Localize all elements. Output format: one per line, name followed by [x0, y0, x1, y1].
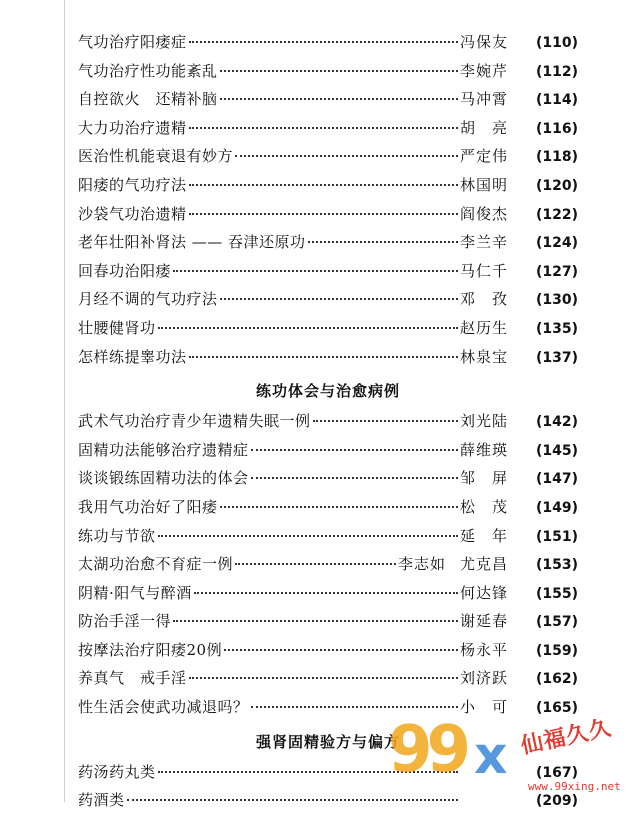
- toc-entry: [78, 142, 578, 171]
- entry-page-number: (114): [535, 92, 578, 109]
- entry-title: 防治手淫一得: [78, 612, 172, 631]
- entry-author: 林泉宝: [460, 347, 509, 366]
- toc-entry: [78, 493, 578, 522]
- entry-title: 月经不调的气功疗法: [78, 290, 218, 309]
- toc-entry: [78, 550, 578, 579]
- entry-author: 严定伟: [460, 147, 509, 166]
- entry-title: 气功治疗性功能紊乱: [78, 61, 218, 80]
- toc-entry: [78, 579, 578, 608]
- entry-title: 练功与节欲: [78, 526, 156, 545]
- dot-leader: [251, 476, 458, 479]
- entry-author: 林国明: [460, 175, 509, 194]
- entry-page-number: (149): [535, 499, 578, 516]
- entry-page-number: (209): [535, 793, 578, 810]
- entry-title: 我用气功治好了阳痿: [78, 497, 218, 516]
- entry-author: 赵历生: [460, 318, 509, 337]
- entry-page-number: (159): [535, 642, 578, 659]
- entry-author: 邹 屏: [460, 469, 509, 488]
- dot-leader: [194, 591, 458, 594]
- entry-page-number: (124): [535, 235, 578, 252]
- entry-title: 按摩法治疗阳痿20例: [78, 640, 223, 659]
- dot-leader: [189, 183, 458, 186]
- entry-title: 壮腰健肾功: [78, 318, 156, 337]
- dot-leader: [173, 619, 458, 622]
- entry-title: 太湖功治愈不育症一例: [78, 555, 234, 574]
- dot-leader: [224, 648, 458, 651]
- dot-leader: [158, 326, 458, 329]
- entry-page-number: (137): [535, 349, 578, 366]
- watermark-slogan: 仙福久久: [518, 715, 615, 760]
- watermark-url: www.99xing.net: [528, 780, 621, 793]
- entry-coauthor: 李志如: [397, 555, 446, 574]
- entry-author: 邓 孜: [460, 290, 509, 309]
- entry-title: 沙袋气功治遗精: [78, 204, 187, 223]
- dot-leader: [220, 505, 458, 508]
- dot-leader: [220, 69, 458, 72]
- toc-entry: [78, 636, 578, 665]
- entry-author: 冯保友: [460, 33, 509, 51]
- toc-entry: [78, 28, 578, 57]
- toc-entry: [78, 664, 578, 693]
- entry-page-number: (127): [535, 263, 578, 280]
- watermark-digits: 99: [388, 713, 466, 787]
- watermark-letter: x: [474, 726, 508, 786]
- entry-page-number: (157): [535, 614, 578, 631]
- dot-leader: [158, 534, 458, 537]
- entry-title: 医治性机能衰退有妙方: [78, 147, 234, 166]
- toc-entry: [78, 85, 578, 114]
- entry-title: 阴精·阳气与醉酒: [78, 583, 192, 602]
- entry-author: 松 茂: [460, 497, 509, 516]
- entry-title: 阳痿的气功疗法: [78, 175, 187, 194]
- entry-page-number: (120): [535, 177, 578, 194]
- entry-page-number: (162): [535, 671, 578, 688]
- entry-author: 刘光陆: [460, 412, 509, 431]
- entry-author: 马冲霄: [460, 90, 509, 109]
- dot-leader: [308, 240, 458, 243]
- entry-page-number: (147): [535, 471, 578, 488]
- entry-author: 延 年: [460, 526, 509, 545]
- dot-leader: [220, 97, 458, 100]
- toc-entry: [78, 257, 578, 286]
- entry-title: 自控欲火 还精补脑: [78, 90, 218, 109]
- entry-page-number: (153): [535, 557, 578, 574]
- entry-author: 尤克昌: [460, 555, 509, 574]
- toc-entry: [78, 114, 578, 143]
- entry-page-number: (155): [535, 585, 578, 602]
- toc-entry: [78, 343, 578, 372]
- entry-title: 气功治疗阳痿症: [78, 33, 187, 51]
- entry-page-number: (130): [535, 292, 578, 309]
- entry-title: 大力功治疗遗精: [78, 118, 187, 137]
- entry-author: 马仁千: [460, 261, 509, 280]
- entry-author: 杨永平: [460, 640, 509, 659]
- dot-leader: [235, 562, 396, 565]
- site-watermark: [388, 713, 644, 802]
- page-edge-rule: [64, 0, 65, 802]
- toc-entry: [78, 522, 578, 551]
- entry-page-number: (167): [535, 764, 578, 781]
- entry-author: 谢延春: [460, 612, 509, 631]
- section-heading: 强肾固精验方与偏方: [255, 732, 400, 751]
- entry-title: 老年壮阳补肾法 —— 吞津还原功: [78, 233, 306, 252]
- dot-leader: [251, 705, 458, 708]
- entry-author: 李兰辛: [460, 233, 509, 252]
- entry-title: 回春功治阳痿: [78, 261, 172, 280]
- toc-entry: [78, 407, 578, 436]
- table-of-contents: [78, 28, 578, 815]
- entry-author: 胡 亮: [460, 118, 509, 137]
- dot-leader: [173, 269, 458, 272]
- entry-page-number: (112): [535, 63, 578, 80]
- section-heading: 练功体会与治愈病例: [255, 382, 400, 401]
- toc-entry: [78, 57, 578, 86]
- toc-entry: [78, 314, 578, 343]
- dot-leader: [220, 297, 458, 300]
- entry-page-number: (165): [535, 700, 578, 717]
- dot-leader: [189, 212, 458, 215]
- entry-author: 阎俊杰: [460, 204, 509, 223]
- entry-title: 固精功法能够治疗遗精症: [78, 440, 249, 459]
- entry-title: 养真气 戒手淫: [78, 669, 187, 688]
- entry-page-number: (110): [535, 35, 578, 51]
- entry-title: 药酒类: [78, 791, 125, 810]
- dot-leader: [189, 126, 458, 129]
- entry-title: 性生活会使武功减退吗？: [78, 698, 249, 717]
- toc-entry: [78, 228, 578, 257]
- entry-page-number: (122): [535, 206, 578, 223]
- toc-entry: [78, 171, 578, 200]
- entry-title: 药汤药丸类: [78, 762, 156, 781]
- entry-page-number: (135): [535, 320, 578, 337]
- toc-entry: [78, 464, 578, 493]
- entry-title: 怎样练提睾功法: [78, 347, 187, 366]
- entry-page-number: (116): [535, 120, 578, 137]
- entry-author: 薛维瑛: [460, 440, 509, 459]
- entry-author: 小 可: [460, 698, 509, 717]
- toc-entry: [78, 200, 578, 229]
- toc-entry: [78, 436, 578, 465]
- toc-entry: [78, 285, 578, 314]
- entry-page-number: (142): [535, 414, 578, 431]
- entry-author: 刘济跃: [460, 669, 509, 688]
- dot-leader: [189, 355, 458, 358]
- entry-author: 李婉芹: [460, 61, 509, 80]
- entry-page-number: (145): [535, 442, 578, 459]
- dot-leader: [235, 154, 458, 157]
- entry-page-number: (151): [535, 528, 578, 545]
- dot-leader: [313, 419, 458, 422]
- entry-title: 武术气功治疗青少年遗精失眠一例: [78, 412, 311, 431]
- dot-leader: [251, 448, 458, 451]
- toc-entry: [78, 607, 578, 636]
- dot-leader: [189, 676, 458, 679]
- entry-title: 谈谈锻练固精功法的体会: [78, 469, 249, 488]
- dot-leader: [189, 40, 458, 43]
- entry-page-number: (118): [535, 149, 578, 166]
- entry-author: 何达锋: [460, 583, 509, 602]
